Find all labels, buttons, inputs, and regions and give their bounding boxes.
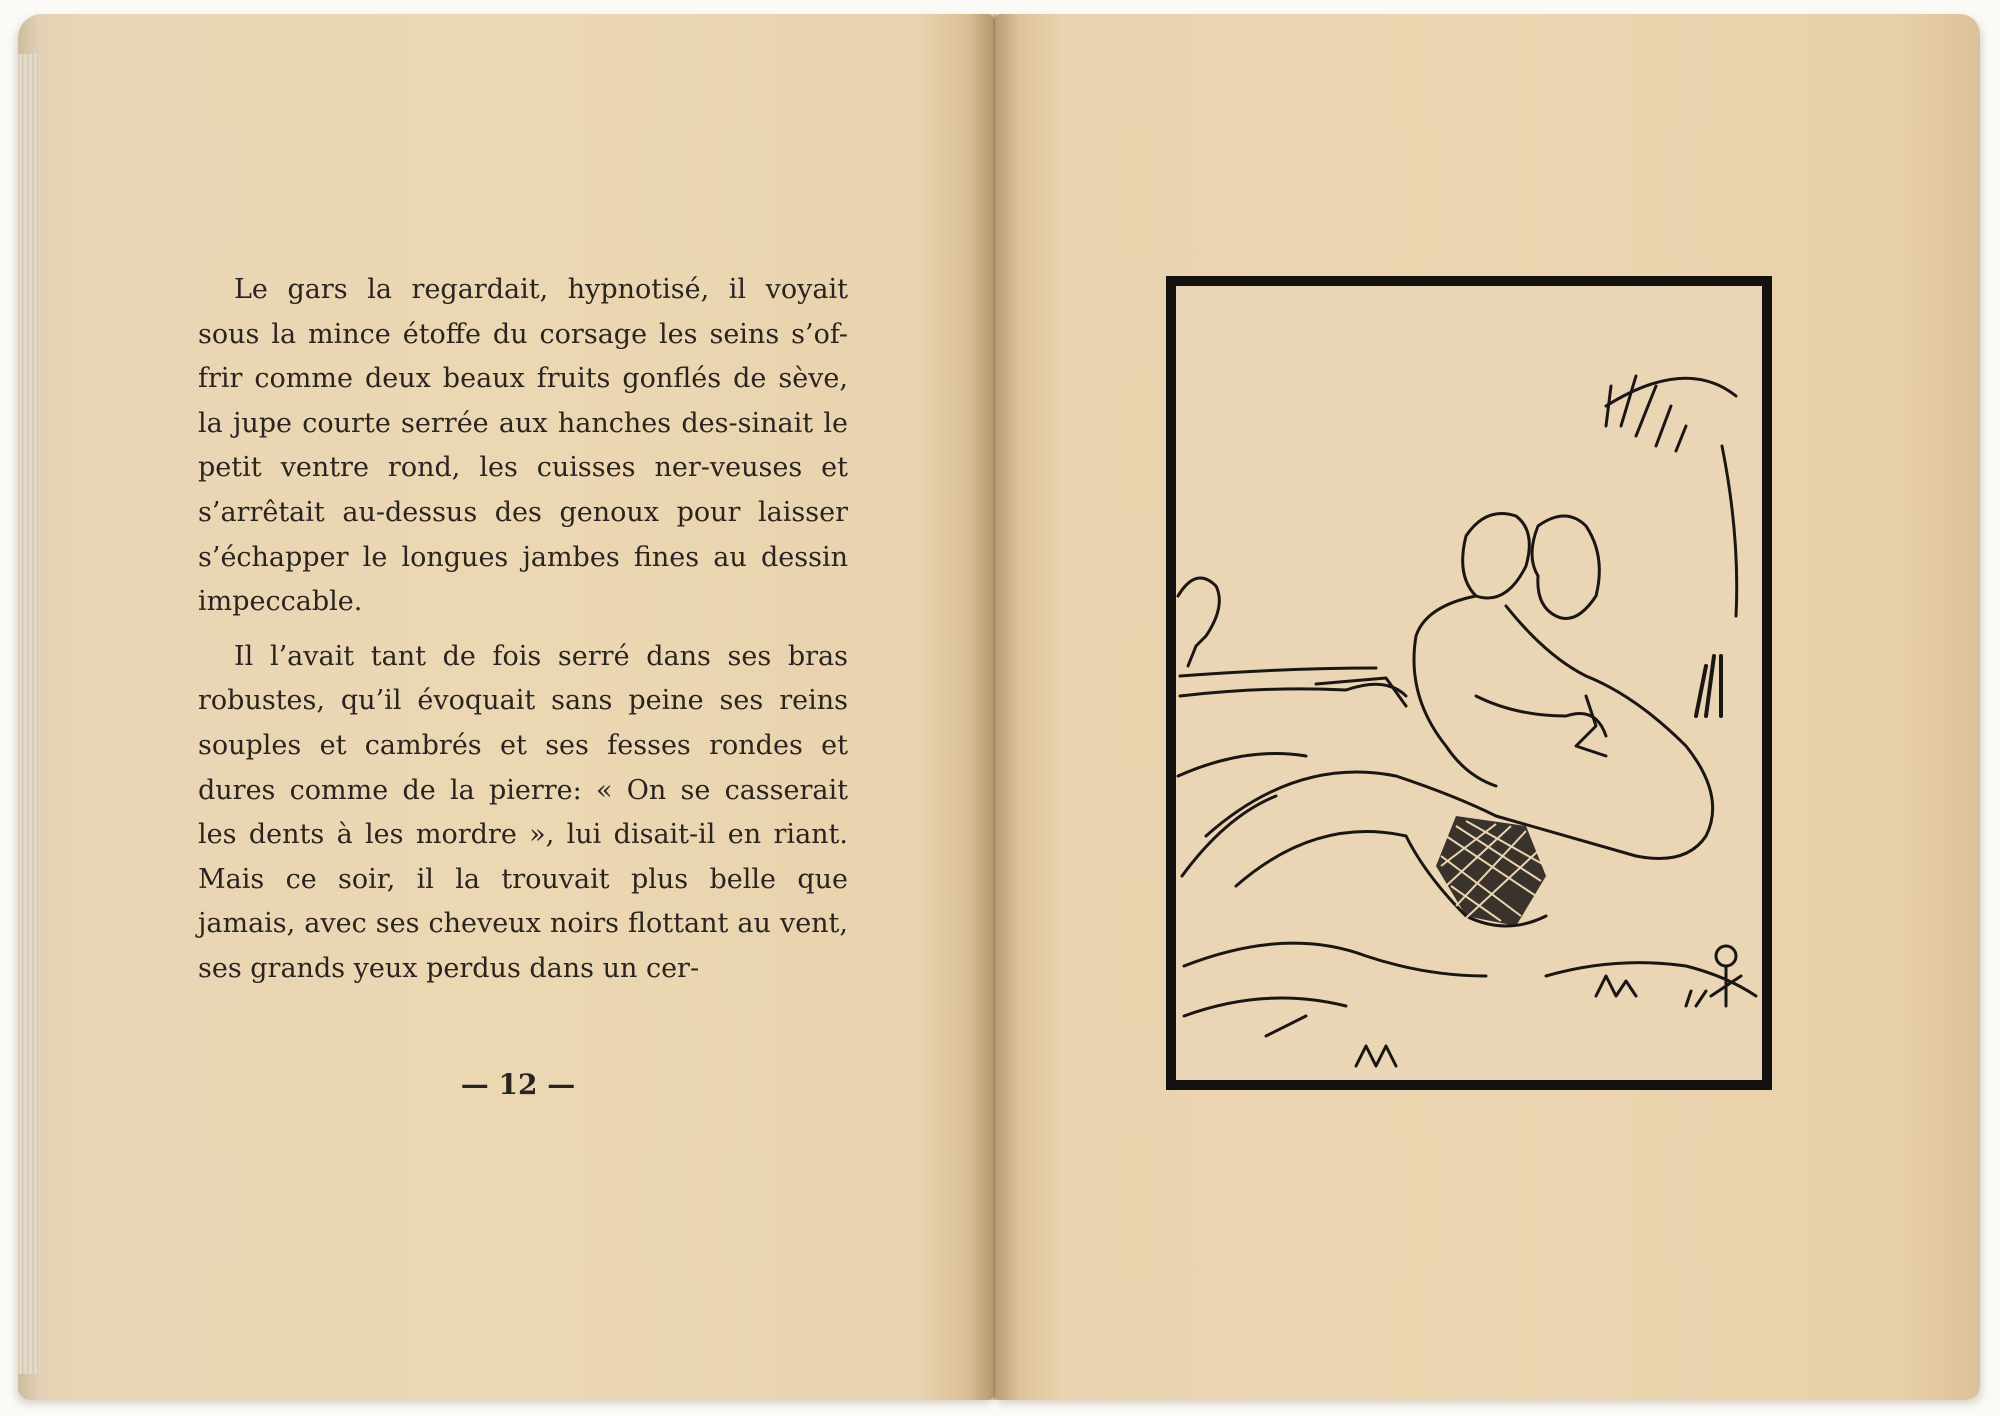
body-text (198, 268, 848, 992)
illustration (1166, 276, 1772, 1090)
page-number: — 12 — (460, 1068, 576, 1101)
paragraph-1: Le gars la regardait, hypnotisé, il voyait sous la mince étoffe du corsage les seins s’of-frir comme deux beaux fruits gonflés de sève, la jupe courte serrée aux hanches des-sinait le petit ventre rond, les cuisses ner-veuses et s’arrêtait au-dessus des genoux pour laisser s’échapper le longues jambes fines au dessin impeccable. (198, 274, 848, 618)
couple-embracing-drawing (1166, 276, 1772, 1090)
paragraph-2: Il l’avait tant de fois serré dans ses bras robustes, qu’il évoquait sans peine ses reins souples et cambrés et ses fesses rondes et dures comme de la pierre: « On se casserait les dents à les mordre », lui disait-il en riant. Mais ce soir, il la trouvait plus belle que jamais, avec ses cheveux noirs flottant au vent, ses grands yeux perdus dans un cer- (198, 640, 848, 984)
left-page (18, 14, 994, 1400)
right-page (994, 14, 1980, 1400)
page-edges (18, 54, 40, 1374)
open-book (18, 14, 1980, 1400)
